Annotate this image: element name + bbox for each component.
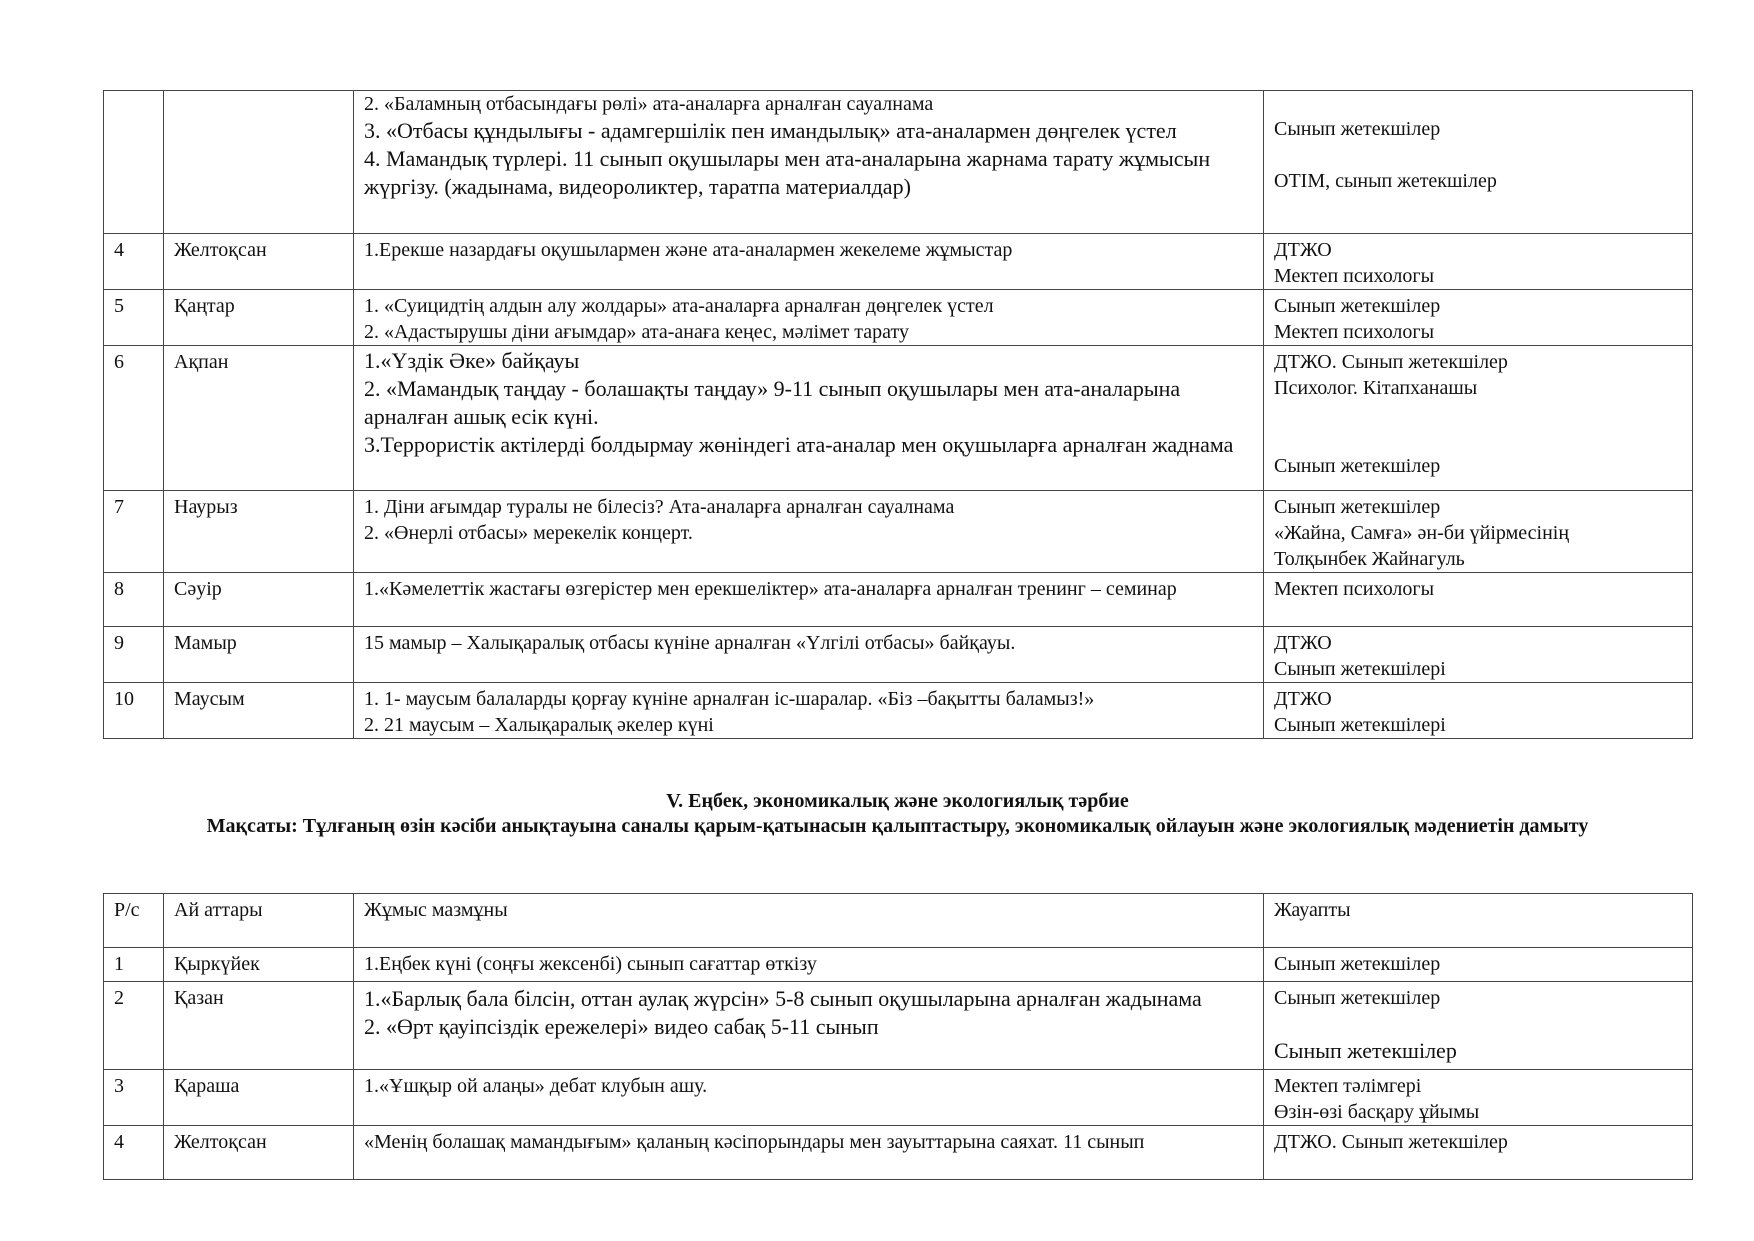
- responsible-cell: [1264, 91, 1693, 234]
- content-cell: [354, 91, 1264, 234]
- responsible-cell: [1264, 982, 1693, 1070]
- content-cell: [354, 982, 1264, 1070]
- responsible-cell: [1264, 1126, 1693, 1180]
- content-line: 1.«Үздік Әке» байқауы: [364, 348, 580, 373]
- content-line: 2. «Адастырушы діни ағымдар» ата-анаға кеңес, мәлімет тарату: [364, 321, 909, 343]
- content-line: «Менің болашақ мамандығым» қаланың кәсіпорындары мен зауыттарына саяхат. 11 сынып: [364, 1131, 1145, 1153]
- section-title: V. Еңбек, экономикалық және экологиялық тәрбие: [666, 790, 1129, 812]
- table-row: [104, 948, 1693, 982]
- content-line: 2. «Баламның отбасындағы рөлі» ата-аналарға арналған сауалнама: [364, 93, 934, 115]
- responsible-cell: [1264, 948, 1693, 982]
- content-line: 2. 21 маусым – Халықаралық әкелер күні: [364, 714, 714, 736]
- responsible-cell: [1264, 234, 1693, 290]
- content-cell: [354, 234, 1264, 290]
- month-cell: Ақпан: [164, 346, 354, 491]
- content-cell: [354, 683, 1264, 739]
- content-cell: [354, 346, 1264, 491]
- row-number: 7: [104, 491, 164, 573]
- responsible-cell: [1264, 491, 1693, 573]
- content-line: 4. Мамандық түрлері. 11 сынып оқушылары мен ата-аналарына жарнама тарату жұмысын жүргізу. (жадынама, видеороликтер, таратпа материалдар): [364, 146, 1211, 199]
- content-line: 1. 1- маусым балаларды қорғау күніне арналған іс-шаралар. «Біз –бақытты баламыз!»: [364, 688, 1095, 710]
- responsible-line: Сынып жетекшілер: [1274, 496, 1441, 518]
- month-cell: Сәуір: [164, 573, 354, 627]
- row-number: 4: [104, 234, 164, 290]
- table-row: [104, 234, 1693, 290]
- row-number: 10: [104, 683, 164, 739]
- row-number: 1: [104, 948, 164, 982]
- table-row: [104, 1126, 1693, 1180]
- responsible-line: ДТЖО: [1274, 688, 1332, 710]
- responsible-line: Сынып жетекшілер: [1274, 455, 1441, 477]
- table-row: [104, 290, 1693, 346]
- content-line: 2. «Өнерлі отбасы» мерекелік концерт.: [364, 522, 693, 544]
- table-row: [104, 91, 1693, 234]
- month-cell: Маусым: [164, 683, 354, 739]
- month-cell: Қараша: [164, 1070, 354, 1126]
- plan-table-bottom: [103, 893, 1693, 1180]
- responsible-line: Сынып жетекшілер: [1274, 987, 1441, 1009]
- row-number: [104, 91, 164, 234]
- table-header-row: [104, 894, 1693, 948]
- responsible-line: Сынып жетекшілер: [1274, 953, 1441, 975]
- responsible-cell: [1264, 346, 1693, 491]
- responsible-cell: [1264, 290, 1693, 346]
- responsible-cell: [1264, 627, 1693, 683]
- row-number: 9: [104, 627, 164, 683]
- table-row: [104, 627, 1693, 683]
- responsible-line: Толқынбек Жайнагуль: [1274, 548, 1465, 570]
- month-cell: Қыркүйек: [164, 948, 354, 982]
- row-number: 2: [104, 982, 164, 1070]
- responsible-line: Сынып жетекшілер: [1274, 295, 1441, 317]
- row-number: 4: [104, 1126, 164, 1180]
- content-cell: [354, 573, 1264, 627]
- content-cell: [354, 948, 1264, 982]
- table-row: [104, 346, 1693, 491]
- responsible-line: ДТЖО: [1274, 239, 1332, 261]
- responsible-line: Сынып жетекшілер: [1274, 1038, 1457, 1063]
- content-line: 3.Террористік актілерді болдырмау жөніндегі ата-аналар мен оқушыларға арналған жаднама: [364, 432, 1234, 457]
- responsible-line: ОТІМ, сынып жетекшілер: [1274, 170, 1497, 192]
- header-month: Ай аттары: [164, 894, 354, 948]
- responsible-line: Психолог. Кітапханашы: [1274, 377, 1478, 399]
- responsible-line: ДТЖО. Сынып жетекшілер: [1274, 351, 1508, 373]
- header-number: Р/с: [104, 894, 164, 948]
- month-cell: Желтоқсан: [164, 234, 354, 290]
- content-cell: [354, 491, 1264, 573]
- content-line: 1.Еңбек күні (соңғы жексенбі) сынып сағаттар өткізу: [364, 953, 817, 975]
- table-row: [104, 573, 1693, 627]
- month-cell: [164, 91, 354, 234]
- row-number: 5: [104, 290, 164, 346]
- content-line: 1.Ерекше назардағы оқушылармен және ата-аналармен жекелеме жұмыстар: [364, 239, 1013, 261]
- responsible-line: Сынып жетекшілері: [1274, 658, 1446, 680]
- month-cell: Қазан: [164, 982, 354, 1070]
- month-cell: Мамыр: [164, 627, 354, 683]
- content-line: 1. Діни ағымдар туралы не білесіз? Ата-аналарға арналған сауалнама: [364, 496, 955, 518]
- content-cell: [354, 627, 1264, 683]
- responsible-cell: [1264, 1070, 1693, 1126]
- table-row: [104, 683, 1693, 739]
- row-number: 6: [104, 346, 164, 491]
- table-row: [104, 1070, 1693, 1126]
- content-line: 2. «Мамандық таңдау - болашақты таңдау» 9-11 сынып оқушылары мен ата-аналарына арналған ашық есік күні.: [364, 376, 1181, 429]
- table-row: [104, 982, 1693, 1070]
- responsible-line: «Жайна, Самға» ән-би үйірмесінің: [1274, 522, 1570, 544]
- responsible-line: Мектеп тәлімгері: [1274, 1075, 1422, 1097]
- month-cell: Қаңтар: [164, 290, 354, 346]
- responsible-line: Өзін-өзі басқару ұйымы: [1274, 1101, 1480, 1123]
- row-number: 8: [104, 573, 164, 627]
- responsible-line: ДТЖО: [1274, 632, 1332, 654]
- section-goal: Мақсаты: Тұлғаның өзін кәсіби анықтауына саналы қарым-қатынасын қалыптастыру, экономикалық ойлауын және экологиялық мәдениетін дамыту: [206, 815, 1589, 837]
- content-line: 2. «Өрт қауіпсіздік ережелері» видео сабақ 5-11 сынып: [364, 1014, 879, 1039]
- content-line: 3. «Отбасы құндылығы - адамгершілік пен имандылық» ата-аналармен дөңгелек үстел: [364, 118, 1177, 143]
- content-cell: [354, 290, 1264, 346]
- plan-table-top: [103, 90, 1693, 739]
- table-row: [104, 491, 1693, 573]
- responsible-line: Мектеп психологы: [1274, 578, 1435, 600]
- responsible-line: Мектеп психологы: [1274, 265, 1435, 287]
- content-line: 1.«Кәмелеттік жастағы өзгерістер мен ерекшеліктер» ата-аналарға арналған тренинг – семинар: [364, 578, 1177, 600]
- content-line: 1.«Барлық бала білсін, оттан аулақ жүрсін» 5-8 сынып оқушыларына арналған жадынама: [364, 986, 1202, 1011]
- content-line: 1. «Суицидтің алдын алу жолдары» ата-аналарға арналған дөңгелек үстел: [364, 295, 994, 317]
- content-cell: [354, 1126, 1264, 1180]
- responsible-cell: [1264, 573, 1693, 627]
- responsible-line: Мектеп психологы: [1274, 321, 1435, 343]
- content-line: 1.«Ұшқыр ой алаңы» дебат клубын ашу.: [364, 1075, 708, 1097]
- month-cell: Желтоқсан: [164, 1126, 354, 1180]
- header-content: Жұмыс мазмұны: [354, 894, 1264, 948]
- header-responsible: Жауапты: [1264, 894, 1693, 948]
- content-line: 15 мамыр – Халықаралық отбасы күніне арналған «Үлгілі отбасы» байқауы.: [364, 632, 1016, 654]
- responsible-cell: [1264, 683, 1693, 739]
- responsible-line: ДТЖО. Сынып жетекшілер: [1274, 1131, 1508, 1153]
- content-cell: [354, 1070, 1264, 1126]
- responsible-line: Сынып жетекшілері: [1274, 714, 1446, 736]
- month-cell: Наурыз: [164, 491, 354, 573]
- row-number: 3: [104, 1070, 164, 1126]
- responsible-line: Сынып жетекшілер: [1274, 118, 1441, 140]
